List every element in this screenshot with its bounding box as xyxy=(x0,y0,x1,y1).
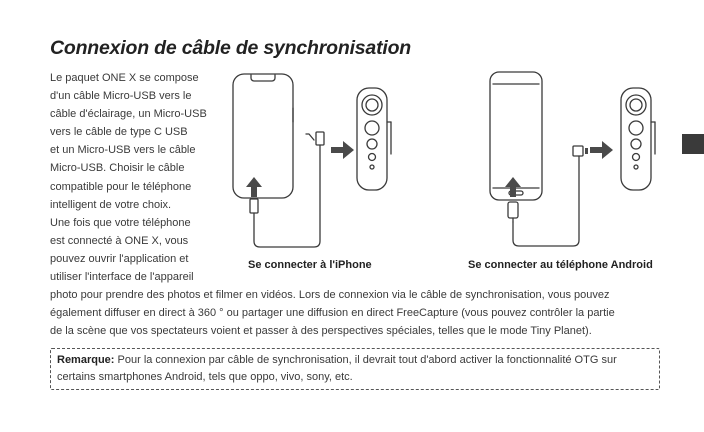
arrow-right-icon xyxy=(590,141,613,159)
body-line: également diffuser en direct à 360 ° ou partager une diffusion en direct FreeCapture (vous pouvez contrôler la partie xyxy=(50,307,615,320)
note-box xyxy=(50,348,660,390)
one-x-camera-icon xyxy=(621,88,655,190)
note-line: certains smartphones Android, tels que oppo, vivo, sony, etc. xyxy=(57,371,353,383)
one-x-camera-icon xyxy=(357,88,391,190)
intro-line: pouvez ouvrir l'application et xyxy=(50,252,189,265)
body-paragraph xyxy=(50,286,670,340)
intro-line: vers le câble de type C USB xyxy=(50,126,188,139)
caption-iphone: Se connecter à l'iPhone xyxy=(248,259,372,271)
intro-line: compatible pour le téléphone xyxy=(50,180,192,193)
intro-line: utiliser l'interface de l'appareil xyxy=(50,271,194,284)
body-line: de la scène que vos spectateurs voient et passer à des perspectives spéciales, telles que le mode Tiny Planet). xyxy=(50,325,592,338)
page-title: Connexion de câble de synchronisation xyxy=(50,37,412,59)
note-label: Remarque: xyxy=(57,354,115,366)
side-tab-marker xyxy=(682,134,704,154)
iphone-icon xyxy=(233,74,293,198)
intro-paragraph xyxy=(50,69,225,286)
intro-line: intelligent de votre choix. xyxy=(50,198,172,211)
intro-line: et un Micro-USB vers le câble xyxy=(50,144,196,157)
arrow-up-icon xyxy=(505,177,521,197)
caption-android: Se connecter au téléphone Android xyxy=(468,259,653,271)
note-text: Pour la connexion par câble de synchronisation, il devrait tout d'abord activer la fonctionnalité OTG sur xyxy=(114,354,617,366)
note-line xyxy=(57,352,653,369)
connection-illustration xyxy=(225,60,670,255)
arrow-right-icon xyxy=(331,141,354,159)
intro-line: Le paquet ONE X se compose xyxy=(50,72,199,84)
intro-line: est connecté à ONE X, vous xyxy=(50,234,189,247)
intro-line: câble d'éclairage, un Micro-USB xyxy=(50,108,207,121)
intro-line: d'un câble Micro-USB vers le xyxy=(50,90,192,103)
intro-line: Micro-USB. Choisir le câble xyxy=(50,162,185,175)
usb-cable-icon xyxy=(508,146,583,246)
intro-line: Une fois que votre téléphone xyxy=(50,216,191,229)
usb-cable-icon xyxy=(250,132,324,247)
body-line: photo pour prendre des photos et filmer en vidéos. Lors de connexion via le câble de synchronisation, vous pouvez xyxy=(50,289,610,301)
arrow-up-icon xyxy=(246,177,262,197)
